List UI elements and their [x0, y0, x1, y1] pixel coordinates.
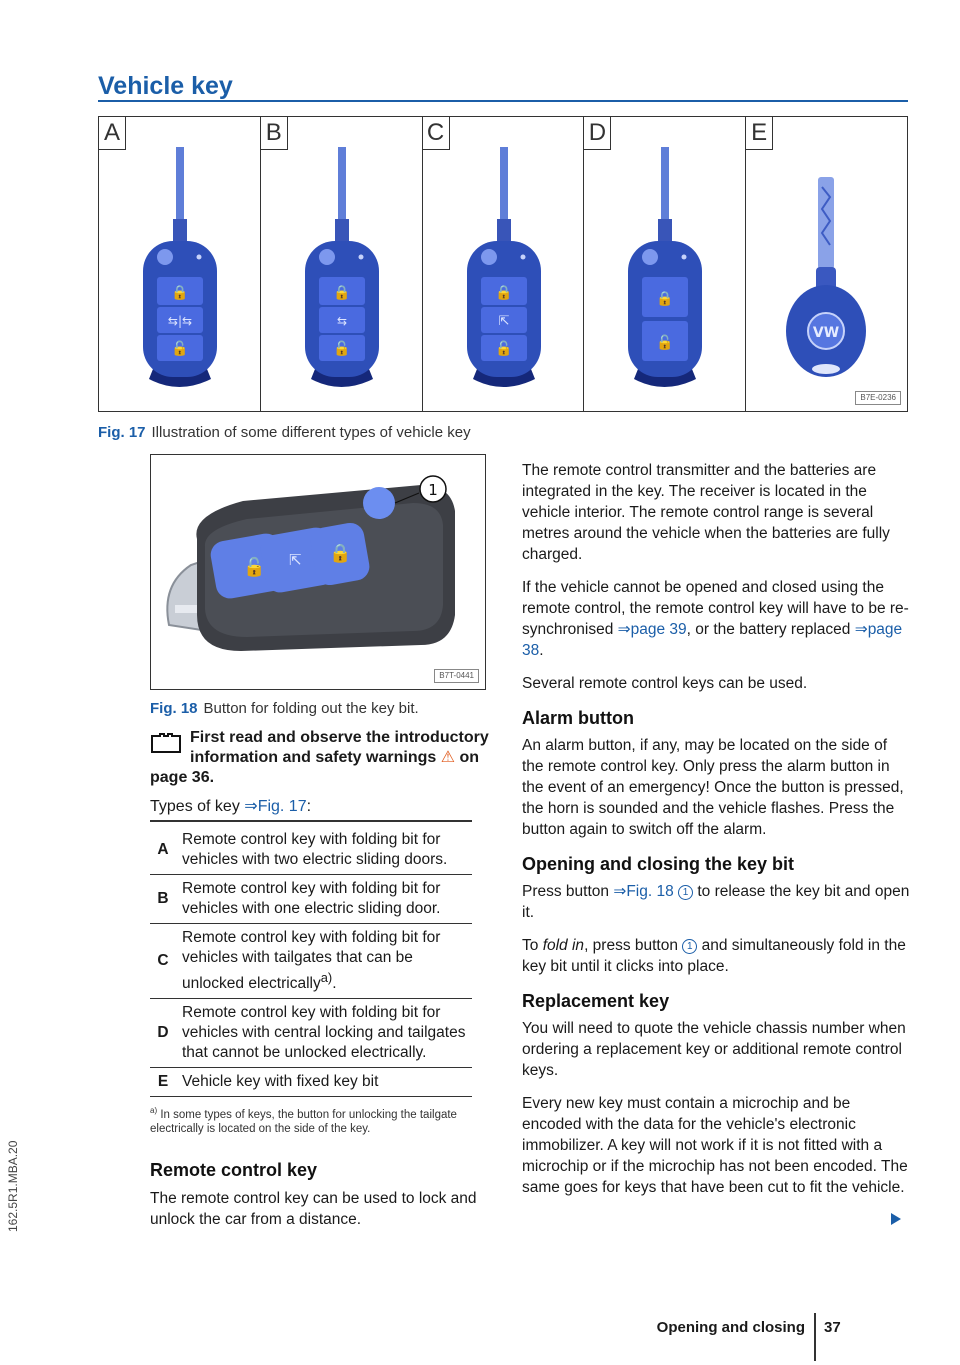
opening-heading: Opening and closing the key bit — [522, 854, 795, 874]
type-letter: E — [150, 1068, 176, 1097]
panel-letter: C — [423, 117, 450, 150]
page-ref-link[interactable]: ⇒page 39 — [617, 621, 687, 638]
table-row — [150, 1068, 472, 1097]
replacement-heading: Replacement key — [522, 991, 670, 1011]
replacement-paragraph-2: Every new key must contain a microchip and be encoded with the data for the vehicle's electronic immobilizer. A key will not work if it is not fitted with a microchip or if the microchip has not been encoded. The same goes for keys that have been cut to fit the vehicle. — [522, 1095, 908, 1196]
fixed-key-illustration — [746, 117, 908, 411]
footnote — [150, 1104, 480, 1136]
text: If the vehicle cannot be opened and closed using the remote control, the remote control key will have to be re-synchronised — [522, 579, 909, 638]
svg-text:🔒: 🔒 — [656, 291, 675, 307]
remote-key-illustration — [584, 117, 746, 411]
warning-line-1: First read and observe the introductory — [190, 729, 489, 746]
svg-text:🔒: 🔒 — [333, 285, 351, 301]
key-panel-e — [746, 117, 907, 411]
footer-section: Opening and closing — [656, 1319, 805, 1336]
warning-line-2 — [150, 748, 490, 768]
page-ref-link[interactable]: ⇒page 38 — [522, 621, 903, 659]
types-heading — [150, 796, 472, 822]
type-letter: B — [150, 875, 176, 924]
type-text: Remote control key with folding bit for vehicles with tailgates that can be unlocked electrically — [182, 929, 441, 993]
table-row — [150, 999, 472, 1068]
section-title: Vehicle key — [98, 72, 233, 100]
types-heading-text: Types of key — [150, 798, 240, 815]
alarm-paragraph: An alarm button, if any, may be located on the side of the remote control key. Only press the alarm button in the event of an emergency! Once the button is pressed, the horn is sounded and the vehicle flashes. Press the button again to switch off the alarm. — [522, 737, 904, 838]
footnote-mark: a) — [150, 1106, 158, 1115]
opening-paragraph-2 — [522, 935, 910, 977]
callout-number-icon: 1 — [678, 885, 693, 900]
book-icon — [150, 732, 182, 754]
text: to release the key bit and open it. — [522, 883, 910, 921]
figure-code: B7E-0236 — [855, 391, 901, 405]
figure-18-caption — [150, 700, 419, 717]
type-text: Vehicle key with fixed key bit — [176, 1068, 472, 1097]
fold-key-illustration — [151, 455, 485, 689]
panel-letter: D — [584, 117, 611, 150]
callout-1: 1 — [428, 481, 438, 499]
caption-text: Illustration of some different types of vehicle key — [151, 424, 471, 441]
type-text: Remote control key with folding bit for vehicles with two electric sliding doors. — [176, 826, 472, 875]
svg-text:🔓: 🔓 — [656, 335, 675, 351]
key-panel-a — [99, 117, 261, 411]
types-heading-colon: : — [306, 798, 312, 815]
text: Press button — [522, 883, 610, 900]
warning-line-3: page 36. — [150, 769, 215, 786]
text: , or the battery replaced — [686, 621, 851, 638]
caption-text: Button for folding out the key bit. — [203, 700, 419, 717]
read-first-warning — [150, 728, 490, 788]
callout-number-icon: 1 — [682, 939, 697, 954]
remote-paragraph-1: The remote control key can be used to lock and unlock the car from a distance. — [150, 1190, 477, 1228]
opening-paragraph-1 — [522, 881, 910, 923]
warning-line-2-text: information and safety warnings — [190, 749, 437, 766]
key-panel-d — [584, 117, 746, 411]
remote-key-illustration — [261, 117, 423, 411]
text: , press button — [584, 937, 678, 954]
right-column — [522, 460, 910, 1210]
remote-paragraph-2: The remote control transmitter and the batteries are integrated in the key. The receiver is located in the vehicle interior. The remote control range is several metres around the vehicle when the batteries are fully charged. — [522, 462, 890, 563]
svg-text:🔓: 🔓 — [494, 341, 513, 357]
type-text: Remote control key with folding bit for vehicles with one electric sliding door. — [176, 875, 472, 924]
svg-text:🔓: 🔓 — [333, 341, 351, 357]
types-heading-ref[interactable]: ⇒Fig. 17 — [244, 798, 307, 815]
warning-triangle-icon: ⚠ — [440, 749, 456, 766]
types-table — [150, 826, 472, 1097]
figure-17 — [98, 116, 908, 412]
svg-text:🔒: 🔒 — [171, 285, 189, 301]
type-letter: D — [150, 999, 176, 1068]
svg-text:🔒: 🔒 — [494, 285, 513, 301]
figure-17-caption — [98, 424, 471, 441]
panel-letter: E — [746, 117, 773, 150]
panel-letter: A — [99, 117, 126, 150]
svg-text:🔓: 🔓 — [171, 341, 189, 357]
remote-key-illustration — [423, 117, 585, 411]
replacement-paragraph-1: You will need to quote the vehicle chassis number when ordering a replacement key or additional remote control keys. — [522, 1020, 906, 1079]
key-panel-c — [423, 117, 585, 411]
caption-label: Fig. 17 — [98, 424, 146, 441]
text: . — [539, 642, 544, 659]
footnote-text: In some types of keys, the button for unlocking the tailgate electrically is located on the side of the key. — [150, 1108, 457, 1135]
svg-text:⇆|⇆: ⇆|⇆ — [167, 314, 193, 328]
type-text-end: . — [332, 975, 337, 993]
remote-paragraph-3 — [522, 577, 910, 661]
type-letter: A — [150, 826, 176, 875]
alarm-heading: Alarm button — [522, 708, 634, 728]
remote-heading: Remote control key — [150, 1160, 318, 1180]
caption-label: Fig. 18 — [150, 700, 198, 717]
svg-text:⇆: ⇆ — [336, 314, 347, 328]
svg-text:🔓: 🔓 — [243, 557, 266, 578]
emphasis: fold in — [542, 937, 585, 954]
figure-18 — [150, 454, 486, 690]
table-row — [150, 924, 472, 999]
figure-code: B7T-0441 — [434, 669, 479, 683]
text: To — [522, 937, 539, 954]
remote-key-illustration — [99, 117, 261, 411]
key-panel-b — [261, 117, 423, 411]
page-number: 37 — [824, 1319, 841, 1336]
continue-arrow-icon — [891, 1213, 901, 1225]
table-row — [150, 875, 472, 924]
footnote-ref: a) — [320, 970, 333, 985]
remote-paragraph-4: Several remote control keys can be used. — [522, 675, 808, 692]
type-text-cell — [176, 924, 472, 999]
figure-ref-link[interactable]: ⇒Fig. 18 — [613, 883, 674, 900]
svg-text:⇱: ⇱ — [289, 551, 302, 569]
warning-on: on — [459, 749, 480, 766]
svg-text:VW: VW — [813, 325, 840, 341]
table-row — [150, 826, 472, 875]
type-text: Remote control key with folding bit for vehicles with central locking and tailgates that cannot be unlocked electrically. — [176, 999, 472, 1068]
title-rule — [98, 100, 908, 102]
type-letter: C — [150, 924, 176, 999]
panel-letter: B — [261, 117, 288, 150]
footer-divider — [814, 1313, 816, 1361]
text: and simultaneously fold in the key bit until it clicks into place. — [522, 937, 906, 975]
svg-text:🔒: 🔒 — [329, 543, 352, 564]
side-code: 162.5R1.MBA.20 — [6, 1140, 20, 1232]
svg-text:⇱: ⇱ — [498, 314, 510, 329]
